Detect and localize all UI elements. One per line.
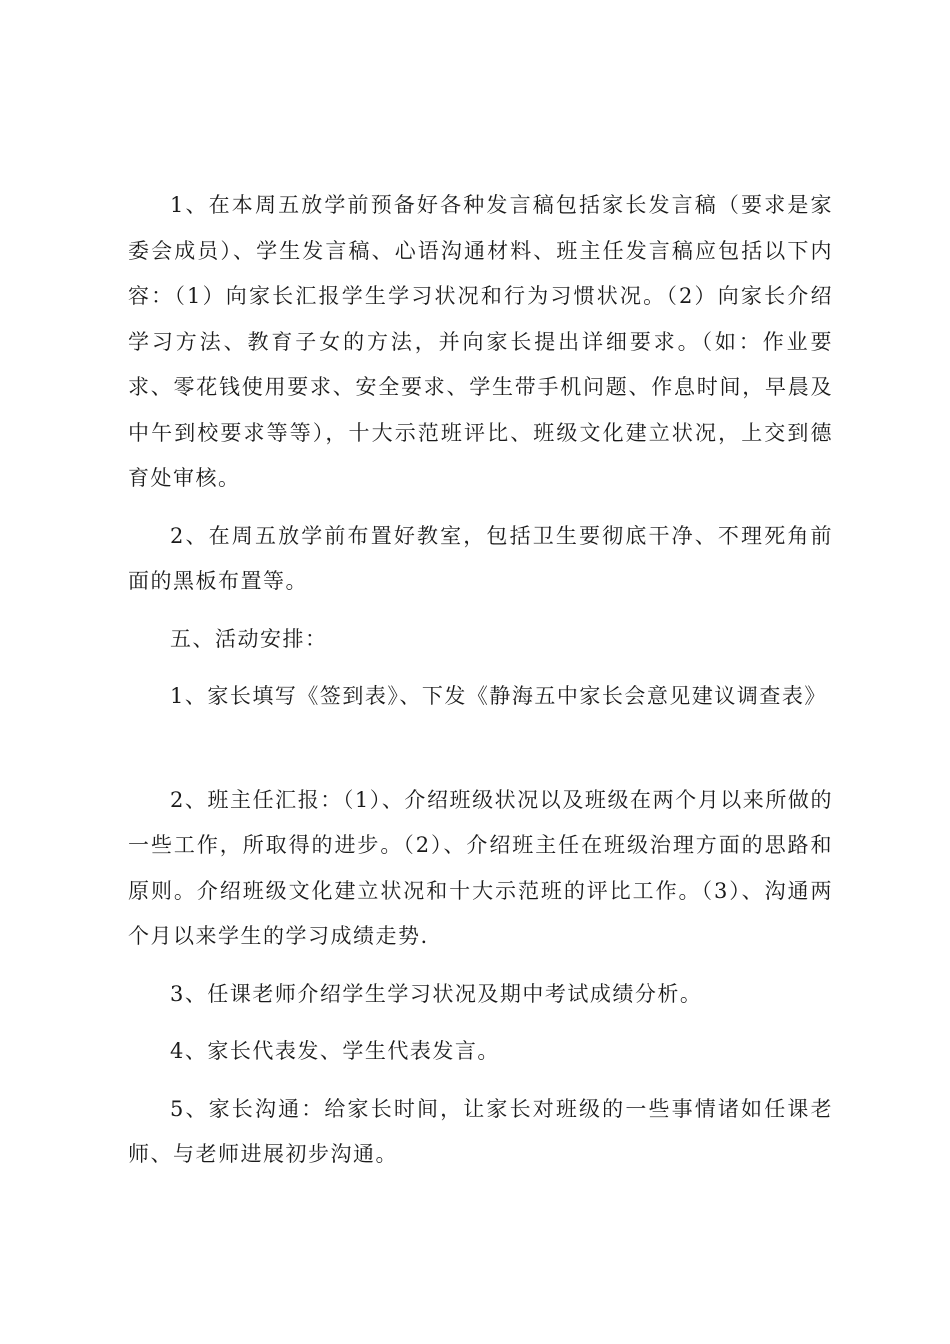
paragraph-classroom-setup: 2、在周五放学前布置好教室，包括卫生要彻底干净、不理死角前面的黑板布置等。 (128, 523, 833, 593)
paragraph-preparation-speeches: 1、在本周五放学前预备好各种发言稿包括家长发言稿（要求是家委会成员）、学生发言稿、心语沟通材料、班主任发言稿应包括以下内容：（1）向家长汇报学生学习状况和行为习惯状况。（2）向家长介绍学习方法、教育子女的方法，并向家长提出详细要求。（如：作业要求、零花钱使用要求、安全要求、学生带手机问题、作息时间，早晨及中午到校要求等等），十大示范班评比、班级文化建立状况，上交到德育处审核。 (128, 193, 833, 490)
paragraph-head-teacher-report: 2、班主任汇报：（1）、介绍班级状况以及班级在两个月以来所做的一些工作，所取得的进步。（2）、介绍班主任在班级治理方面的思路和原则。介绍班级文化建立状况和十大示范班的评比工作。（3）、沟通两个月以来学生的学习成绩走势. (128, 787, 833, 948)
document-body (128, 183, 833, 1178)
paragraph-sign-in: 1、家长填写《签到表》、下发《静海五中家长会意见建议调查表》 (170, 684, 827, 708)
paragraph-parent-communication: 5、家长沟通：给家长时间，让家长对班级的一些事情诸如任课老师、与老师进展初步沟通。 (128, 1096, 833, 1166)
section-heading-activity-arrangement: 五、活动安排： (170, 626, 328, 651)
paragraph-representatives-speech: 4、家长代表发、学生代表发言。 (170, 1039, 500, 1063)
paragraph-teacher-analysis: 3、任课老师介绍学生学习状况及期中考试成绩分析。 (170, 981, 703, 1006)
